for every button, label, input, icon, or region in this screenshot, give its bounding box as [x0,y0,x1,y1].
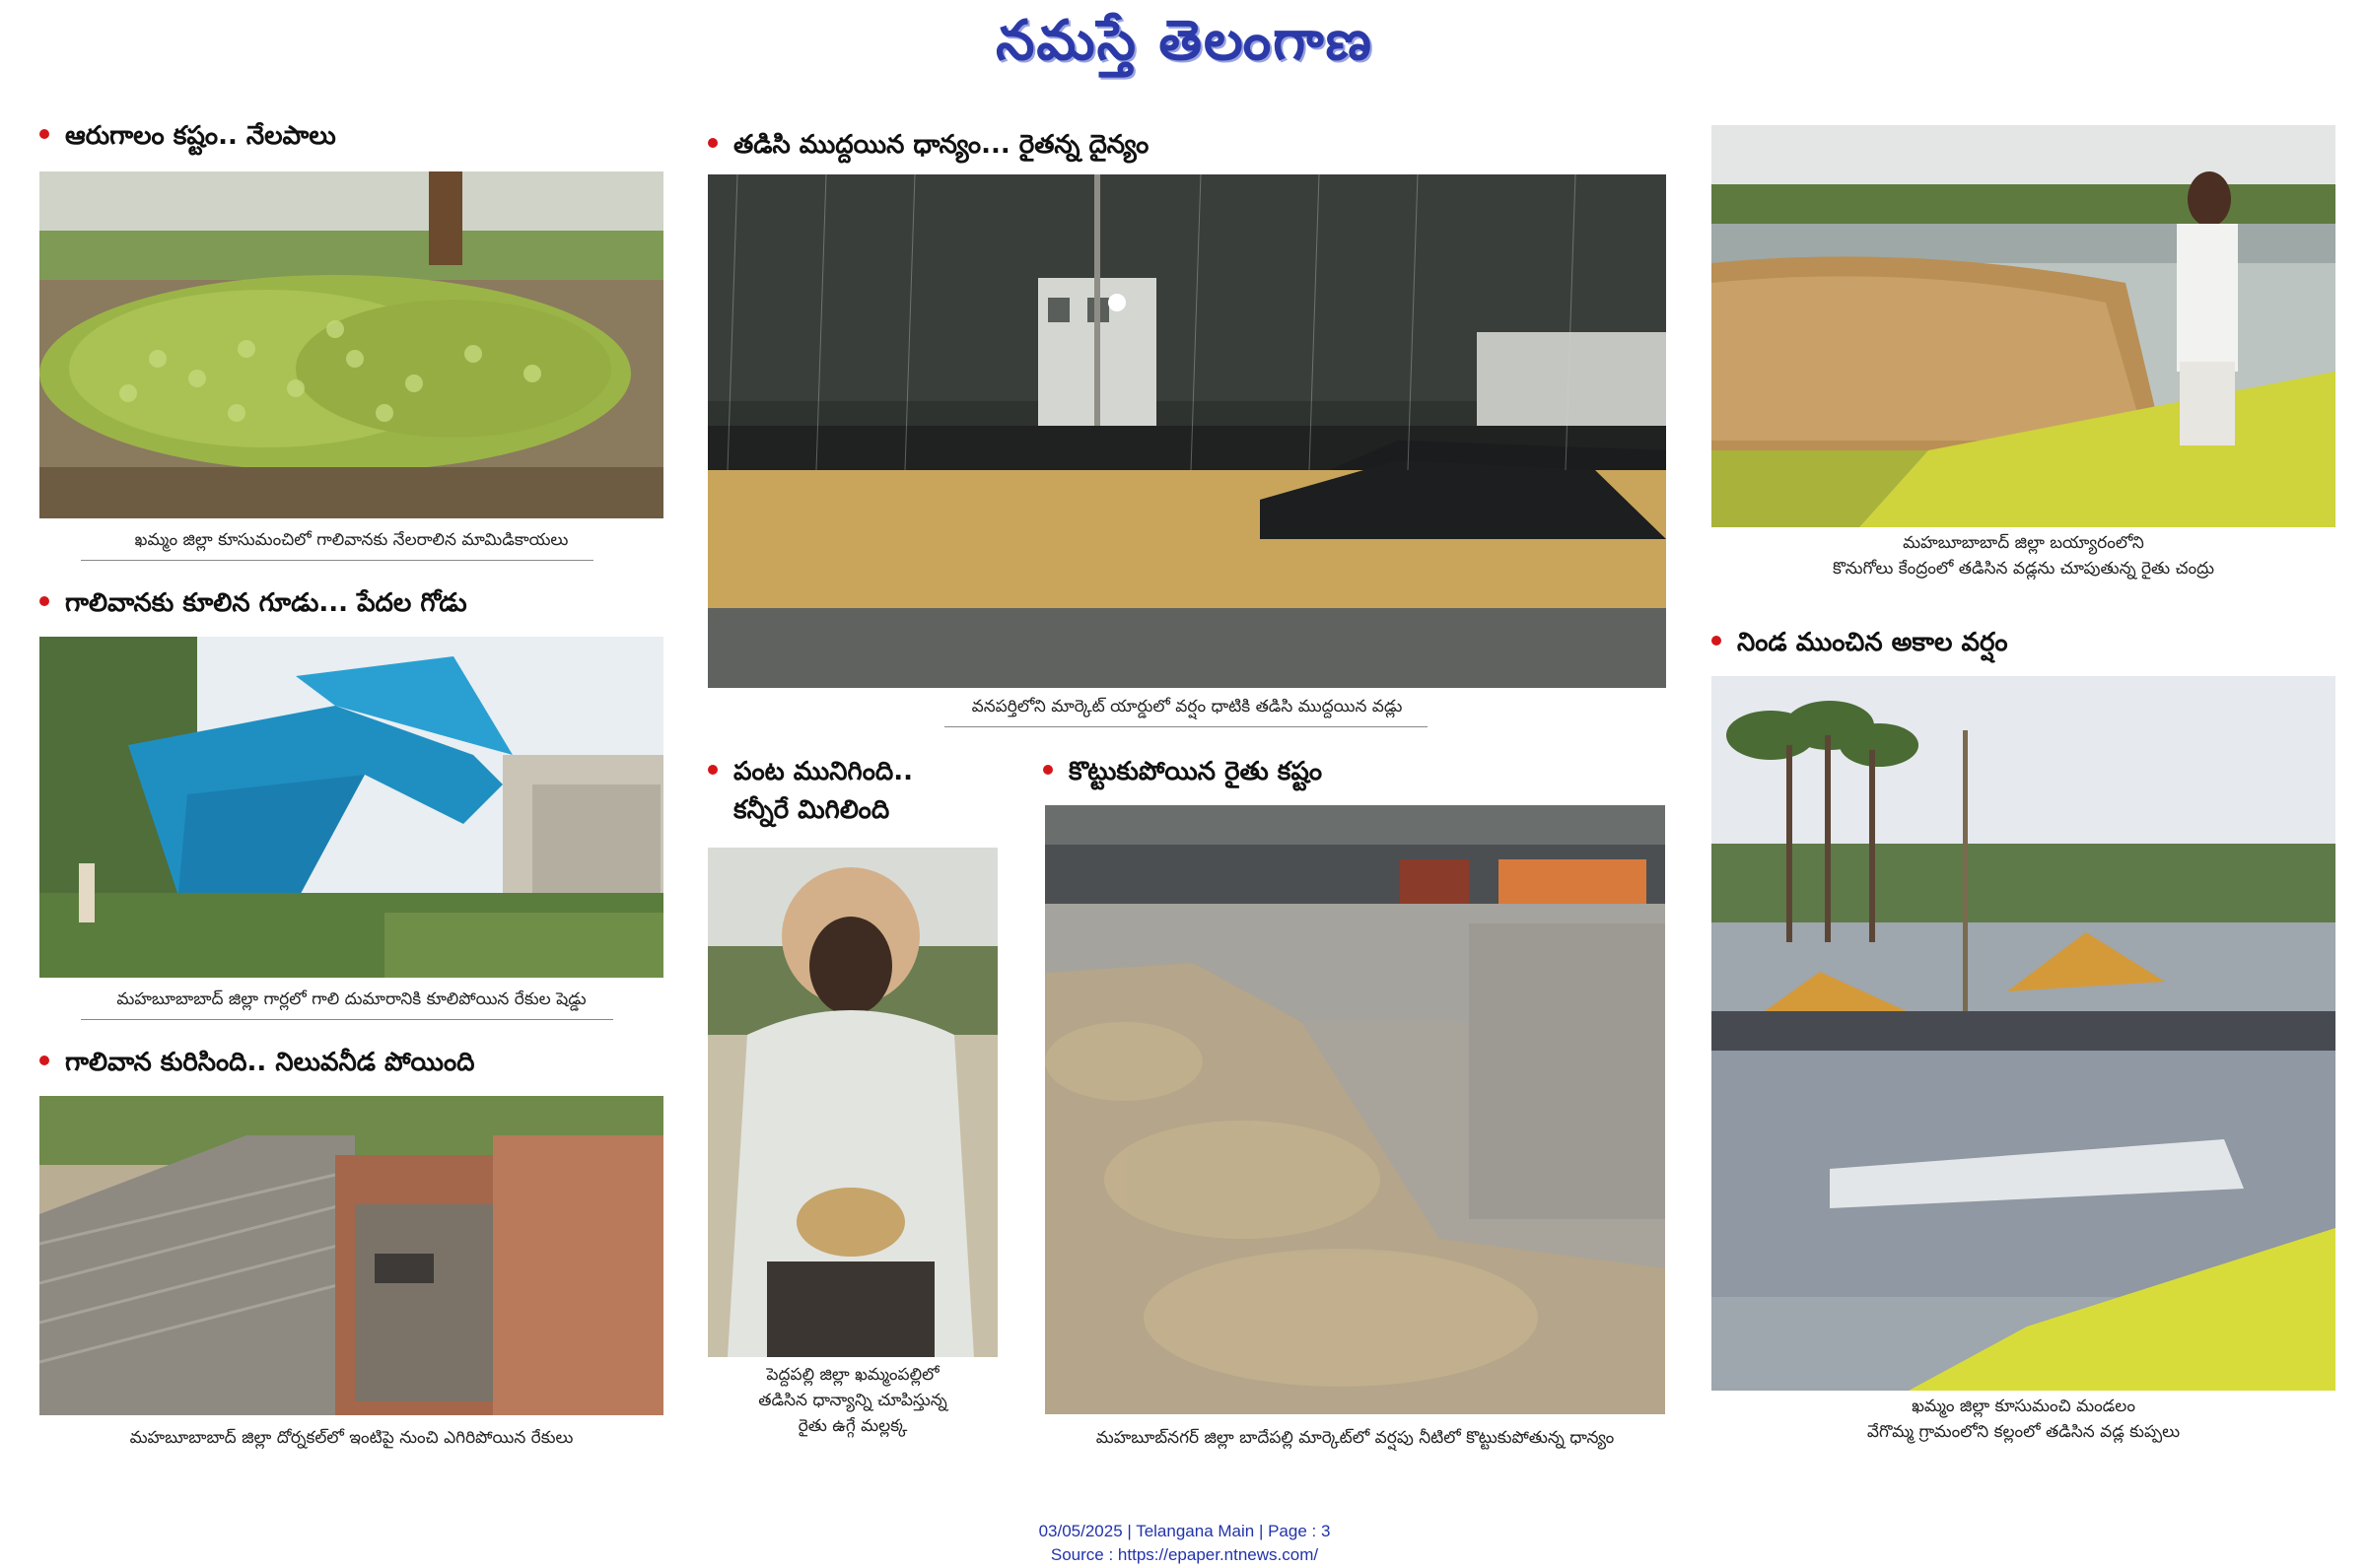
photo-farmer-grain-heap [1711,125,2335,527]
newspaper-title: నమస్తే తెలంగాణ [996,8,1373,73]
photo-blown-roof [39,1096,663,1415]
caption-divider [944,726,1428,727]
photo-night-rain-market [708,174,1666,688]
footer [0,1520,2369,1567]
caption-roof: మహబూబాబాద్ జిల్లా దోర్నకల్‌లో ఇంటిపై నుంచి ఎగిరిపోయిన రేకులు [129,1428,574,1448]
bullet-icon [708,138,718,148]
headline-roof: గాలివాన కురిసింది.. నిలువనీడ పోయింది [39,1046,475,1079]
bullet-icon [708,765,718,775]
masthead [0,0,2369,79]
headline-woman-farmer-line2: కన్నీరే మిగిలింది [733,795,890,825]
bullet-icon [1043,765,1053,775]
caption-shed: మహబూబాబాద్ జిల్లా గార్లలో గాలి దుమారానికి కూలిపోయిన రేకుల షెడ్డు [116,989,587,1009]
headline-mango: ఆరుగాలం కష్టం.. నేలపాలు [39,119,336,153]
headline-shed: గాలివానకు కూలిన గూడు... పేదల గోడు [39,586,467,620]
headline-night-rain: తడిసి ముద్దయిన ధాన్యం... రైతన్న దైన్యం [708,128,1149,162]
bullet-icon [39,129,49,139]
photo-flooded-grain-yard [1711,676,2335,1391]
photo-woman-farmer [708,848,998,1357]
caption-divider [81,1019,613,1020]
caption-night-rain: వనపర్తిలోని మార్కెట్ యార్డులో వర్షం ధాటికి తడిసి ముద్దయిన వడ్లు [971,697,1403,716]
bullet-icon [1711,636,1721,646]
bullet-icon [39,596,49,606]
caption-divider [81,560,593,561]
photo-fallen-mangoes [39,171,663,518]
caption-market: మహబూబ్‌నగర్ జిల్లా బాదేపల్లి మార్కెట్‌లో వర్షపు నీటిలో కొట్టుకుపోతున్న ధాన్యం [1095,1428,1615,1448]
caption-woman-farmer: పెద్దపల్లి జిల్లా ఖమ్మంపల్లిలో తడిసిన ధాన్యాన్ని చూపిస్తున్న రైతు ఉగ్గే మల్లక్క [758,1365,947,1436]
photo-market-floodwater [1045,805,1665,1414]
bullet-icon [39,1056,49,1065]
caption-farmer-grain-heap: మహబూబాబాద్ జిల్లా బయ్యారంలోని కొనుగోలు కేంద్రంలో తడిసిన వడ్లను చూపుతున్న రైతు చంద్రు [1833,533,2214,579]
headline-flood: నిండ ముంచిన అకాల వర్షం [1711,626,2008,659]
source-link[interactable]: Source : https://epaper.ntnews.com/ [1050,1545,1319,1564]
edition-info: 03/05/2025 | Telangana Main | Page : 3 [1038,1522,1331,1540]
headline-market: కొట్టుకుపోయిన రైతు కష్టం [1043,755,1322,788]
caption-mango: ఖమ్మం జిల్లా కూసుమంచిలో గాలివానకు నేలరాలిన మామిడికాయలు [134,530,569,550]
photo-collapsed-shed [39,637,663,978]
caption-flood: ఖమ్మం జిల్లా కూసుమంచి మండలం వేగొమ్మ గ్రామంలోని కల్లంలో తడిసిన వడ్ల కుప్పలు [1866,1397,2181,1442]
headline-woman-farmer: పంట మునిగింది.. [708,755,913,788]
